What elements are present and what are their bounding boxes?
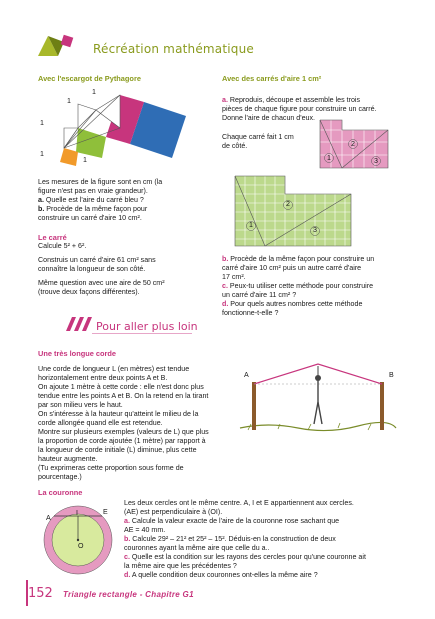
carres-q-a-line-3: Donne l'aire de chacun d'eux. bbox=[222, 114, 316, 122]
pink-fig-label-2: 2 bbox=[351, 140, 355, 148]
snail-label-2: 1 bbox=[67, 97, 71, 105]
crown-q-a-tag: a. bbox=[124, 517, 130, 525]
carres-note-line-2: de côté. bbox=[222, 142, 248, 150]
carres-q-c-tag: c. bbox=[222, 282, 228, 290]
rope-point-a: A bbox=[244, 371, 249, 379]
snail-intro-line-2: figure n'est pas en vraie grandeur). bbox=[38, 187, 148, 195]
crown-heading: La couronne bbox=[38, 488, 83, 497]
carres-q-b-line-1: Procède de la même façon pour construire un bbox=[230, 255, 375, 263]
rope-line-1: Une corde de longueur L (en mètres) est tendue bbox=[38, 365, 190, 373]
carres-q-a-line-2: pièces de chaque figure pour construire un carré. bbox=[222, 105, 377, 113]
snail-heading: Avec l'escargot de Pythagore bbox=[38, 74, 141, 83]
green-grid-figure bbox=[233, 174, 353, 248]
carres-question-c bbox=[222, 282, 373, 291]
rope-illustration bbox=[238, 358, 398, 438]
carres-q-c-line-2: un carré d'aire 11 cm² ? bbox=[222, 291, 297, 299]
rope-line-2: horizontalement entre deux points A et B. bbox=[38, 374, 168, 382]
pythagoras-snail-figure bbox=[36, 86, 186, 170]
crown-q-b-tag: b. bbox=[124, 535, 131, 543]
crown-q-c-line-1: Quelle est la condition sur les rayons des cercles pour qu'une couronne ait bbox=[131, 553, 366, 561]
snail-q-a-text: Quelle est l'aire du carré bleu ? bbox=[45, 196, 144, 204]
snail-question-b bbox=[38, 205, 147, 214]
crown-question-c bbox=[124, 553, 366, 562]
rope-line-6: On s'intéresse à la hauteur qu'atteint le milieu de la bbox=[38, 410, 199, 418]
snail-label-3: 1 bbox=[40, 119, 44, 127]
square-p1-line-1: Construis un carré d'aire 61 cm² sans bbox=[38, 256, 156, 264]
snail-label-5: 1 bbox=[83, 156, 87, 164]
crown-q-c-tag: c. bbox=[124, 553, 130, 561]
crown-label-e: E bbox=[103, 508, 108, 516]
carres-heading: Avec des carrés d'aire 1 cm² bbox=[222, 74, 322, 83]
page-title: Récréation mathématique bbox=[93, 42, 255, 56]
square-heading: Le carré bbox=[38, 233, 67, 242]
crown-question-d bbox=[124, 571, 318, 580]
crown-q-c-line-2: la même aire que les précédentes ? bbox=[124, 562, 237, 570]
rope-line-4: tendue entre les points A et B. On la retend en la tirant bbox=[38, 392, 209, 400]
rope-line-3: On ajoute 1 mètre à cette corde : elle n'est donc plus bbox=[38, 383, 204, 391]
green-fig-label-2: 2 bbox=[286, 200, 290, 208]
crown-intro-line-2: (AE) est perpendiculaire à (OI). bbox=[124, 508, 223, 516]
snail-intro-line-1: Les mesures de la figure sont en cm (la bbox=[38, 178, 163, 186]
snail-q-a-tag: a. bbox=[38, 196, 44, 204]
rope-point-b: B bbox=[389, 371, 394, 379]
snail-label-1: 1 bbox=[92, 88, 96, 96]
carres-q-d-line-2: fonctionne-t-elle ? bbox=[222, 309, 279, 317]
crown-label-i: I bbox=[76, 509, 78, 517]
crown-question-b bbox=[124, 535, 336, 544]
square-p2-line-1: Même question avec une aire de 50 cm² bbox=[38, 279, 165, 287]
carres-q-d-line-1: Pour quels autres nombres cette méthode bbox=[230, 300, 363, 308]
square-p2-line-2: (trouve deux façons différentes). bbox=[38, 288, 140, 296]
further-title: Pour aller plus loin bbox=[96, 320, 198, 333]
rope-line-7: corde allongée quand elle est retendue. bbox=[38, 419, 163, 427]
crown-label-a: A bbox=[46, 514, 51, 522]
snail-q-b-line-2: construire un carré d'aire 10 cm². bbox=[38, 214, 142, 222]
pink-fig-label-3: 3 bbox=[374, 157, 378, 165]
crown-q-d-tag: d. bbox=[124, 571, 131, 579]
chapter-label: Triangle rectangle - Chapitre G1 bbox=[63, 590, 194, 599]
rope-line-8: Montre sur plusieurs exemples (valeurs de L) que plus bbox=[38, 428, 209, 436]
pink-fig-label-1: 1 bbox=[327, 154, 331, 162]
snail-question-a bbox=[38, 196, 144, 205]
carres-question-d bbox=[222, 300, 362, 309]
rope-line-12: (Tu exprimeras cette proportion sous forme de bbox=[38, 464, 184, 472]
crown-question-a bbox=[124, 517, 339, 526]
crown-intro-line-1: Les deux cercles ont le même centre. A, I et E appartiennent aux cercles. bbox=[124, 499, 354, 507]
rope-line-10: la longueur de corde initiale (L) diminue, plus cette bbox=[38, 446, 197, 454]
carres-q-b-line-3: 17 cm². bbox=[222, 273, 246, 281]
rope-line-11: hauteur augmente. bbox=[38, 455, 98, 463]
header-logo-icon bbox=[34, 30, 82, 60]
green-fig-label-3: 3 bbox=[313, 226, 317, 234]
crown-label-o: O bbox=[78, 542, 84, 550]
rope-line-5: par son milieu vers le haut. bbox=[38, 401, 123, 409]
rope-line-13: pourcentage.) bbox=[38, 473, 82, 481]
green-fig-label-1: 1 bbox=[249, 221, 253, 229]
crown-q-b-line-1: Calcule 29² – 21² et 25² – 15². Déduis-en la construction de deux bbox=[132, 535, 336, 543]
rope-line-9: la proportion de corde ajoutée (1 mètre) par rapport à bbox=[38, 437, 206, 445]
carres-q-a-tag: a. bbox=[222, 96, 228, 104]
crown-q-a-line-1: Calcule la valeur exacte de l'aire de la couronne rose sachant que bbox=[131, 517, 340, 525]
snail-q-b-line-1: Procède de la même façon pour bbox=[46, 205, 148, 213]
section-stripes-icon bbox=[62, 317, 92, 331]
carres-q-b-tag: b. bbox=[222, 255, 229, 263]
carres-note-line-1: Chaque carré fait 1 cm bbox=[222, 133, 294, 141]
carres-q-a-line-1: Reproduis, découpe et assemble les trois bbox=[229, 96, 361, 104]
square-p1-line-2: connaître la longueur de son côté. bbox=[38, 265, 146, 273]
crown-q-a-line-2: AE = 40 mm. bbox=[124, 526, 166, 534]
carres-question-b bbox=[222, 255, 374, 264]
snail-label-4: 1 bbox=[40, 150, 44, 158]
carres-question-a bbox=[222, 96, 360, 105]
carres-q-b-line-2: carré d'aire 10 cm² puis un autre carré d'aire bbox=[222, 264, 362, 272]
snail-q-b-tag: b. bbox=[38, 205, 45, 213]
page-number: 152 bbox=[28, 586, 53, 601]
carres-q-c-line-1: Peux-tu utiliser cette méthode pour construire bbox=[229, 282, 374, 290]
square-calc: Calcule 5² + 6². bbox=[38, 242, 87, 250]
rope-heading: Une très longue corde bbox=[38, 349, 117, 358]
carres-q-d-tag: d. bbox=[222, 300, 229, 308]
crown-q-b-line-2: couronnes ayant la même aire que celle du a.. bbox=[124, 544, 270, 552]
crown-q-d-line-1: A quelle condition deux couronnes ont-elles la même aire ? bbox=[131, 571, 318, 579]
